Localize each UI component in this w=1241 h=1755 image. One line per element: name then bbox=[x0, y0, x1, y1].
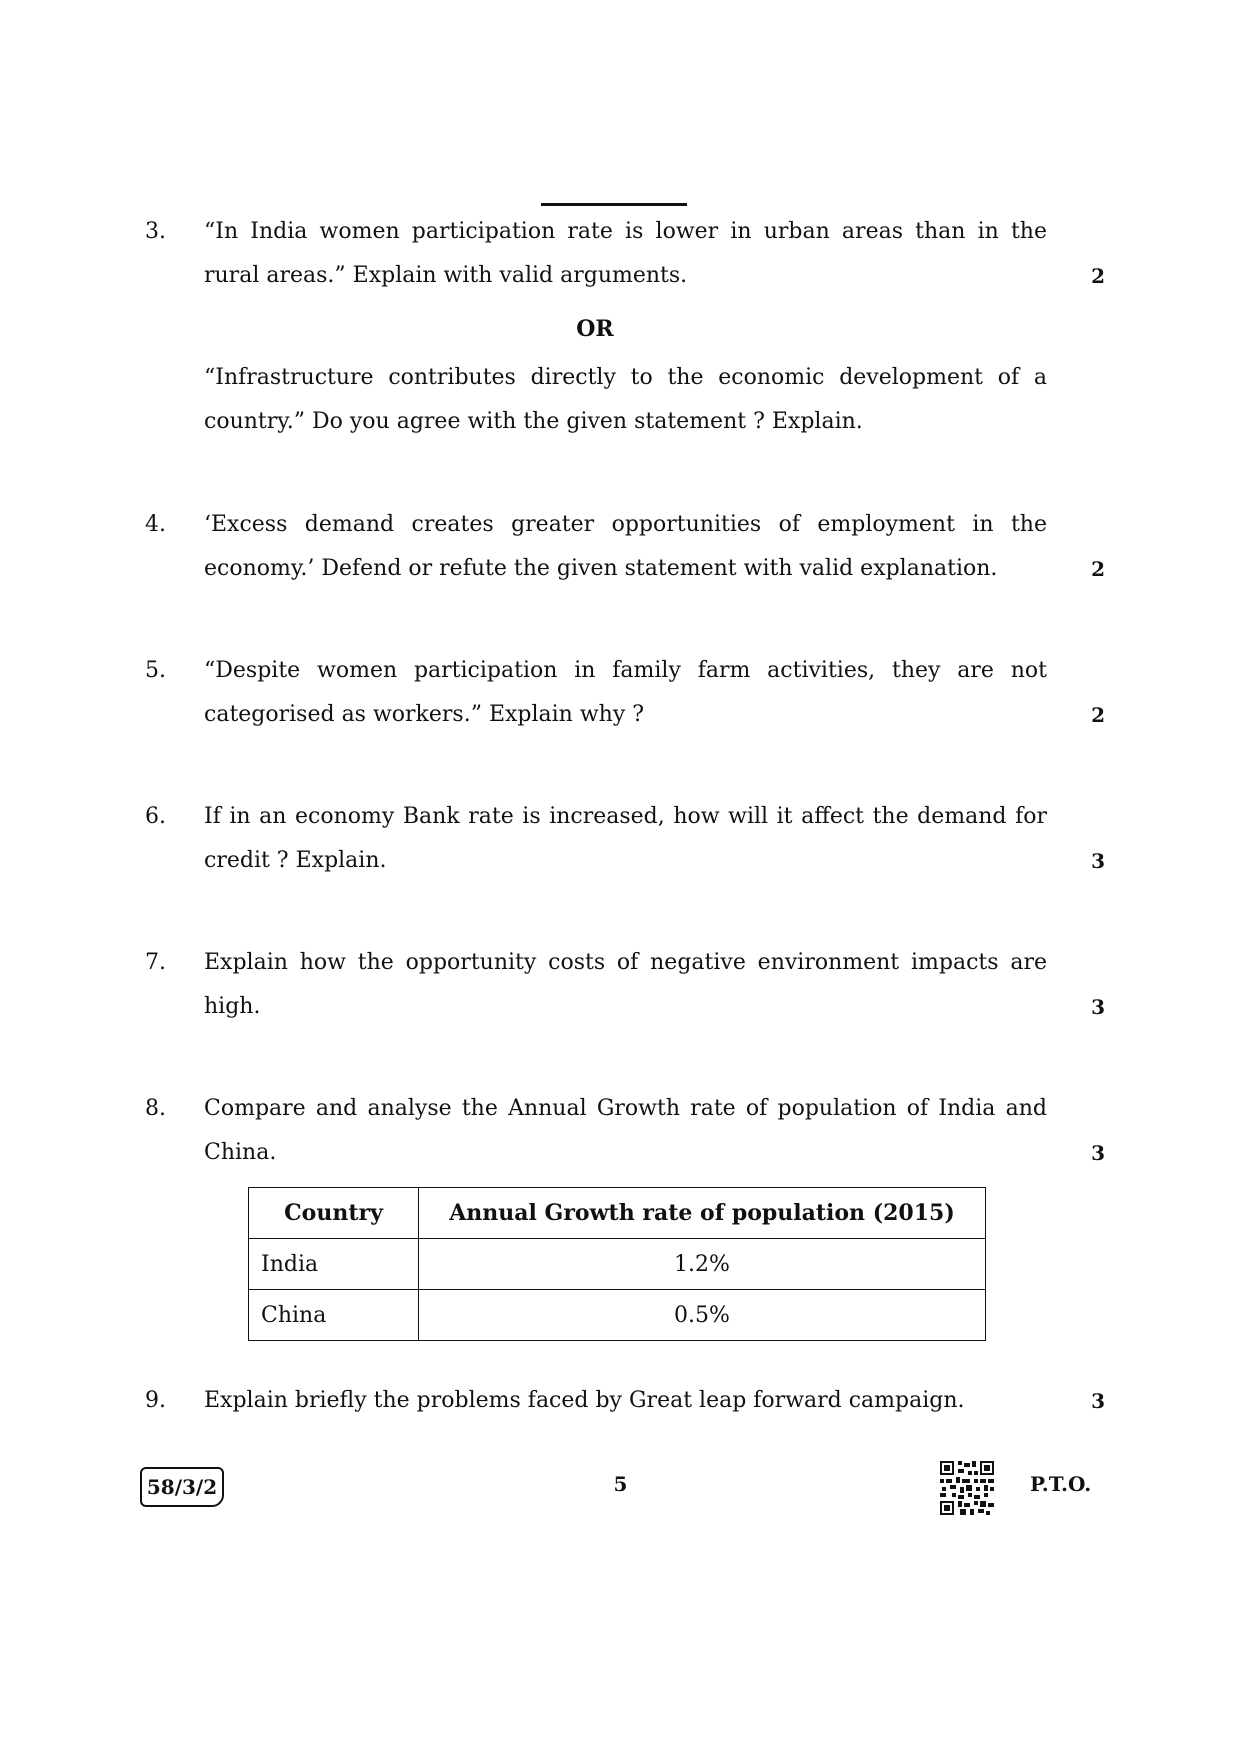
table-header-growth-rate: Annual Growth rate of population (2015) bbox=[419, 1188, 986, 1239]
question-number: 4. bbox=[145, 512, 166, 537]
qr-code-icon bbox=[940, 1461, 994, 1515]
table-header-country: Country bbox=[249, 1188, 419, 1239]
paper-code-badge: 58/3/2 bbox=[140, 1467, 224, 1507]
table-row bbox=[249, 1239, 986, 1290]
table-row bbox=[249, 1290, 986, 1341]
table-header-row bbox=[249, 1188, 986, 1239]
question-number: 6. bbox=[145, 804, 166, 829]
question-text: Compare and analyse the Annual Growth rate of population of India and China. bbox=[204, 1096, 1047, 1165]
question-number: 9. bbox=[145, 1388, 166, 1413]
population-growth-table bbox=[248, 1187, 986, 1341]
question-marks: 3 bbox=[1091, 1389, 1105, 1413]
table-cell-growth-rate: 1.2% bbox=[419, 1239, 986, 1290]
question-marks: 2 bbox=[1091, 703, 1105, 727]
question-marks: 3 bbox=[1091, 1141, 1105, 1165]
question-text: ‘Excess demand creates greater opportunities of employment in the economy.’ Defend or refute the given statement with valid explanation. bbox=[204, 512, 1047, 581]
question-marks: 3 bbox=[1091, 849, 1105, 873]
table-cell-country: India bbox=[249, 1239, 419, 1290]
question-text: Explain briefly the problems faced by Great leap forward campaign. bbox=[204, 1388, 965, 1413]
page-number: 5 bbox=[613, 1472, 628, 1496]
question-number: 3. bbox=[145, 219, 166, 244]
question-marks: 2 bbox=[1091, 557, 1105, 581]
question-marks: 2 bbox=[1091, 264, 1105, 288]
question-text: “Despite women participation in family farm activities, they are not categorised as workers.” Explain why ? bbox=[204, 658, 1047, 727]
question-text: “Infrastructure contributes directly to the economic development of a country.” Do you agree with the given statement ? Explain. bbox=[204, 365, 1047, 434]
question-number: 7. bbox=[145, 950, 166, 975]
question-number: 5. bbox=[145, 658, 166, 683]
top-divider bbox=[541, 203, 687, 206]
question-text: Explain how the opportunity costs of negative environment impacts are high. bbox=[204, 950, 1047, 1019]
table-cell-country: China bbox=[249, 1290, 419, 1341]
page-turn-over: P.T.O. bbox=[1030, 1472, 1092, 1496]
or-separator: OR bbox=[576, 316, 614, 342]
question-text: If in an economy Bank rate is increased, how will it affect the demand for credit ? Explain. bbox=[204, 804, 1047, 873]
table-cell-growth-rate: 0.5% bbox=[419, 1290, 986, 1341]
question-text: “In India women participation rate is lower in urban areas than in the rural areas.” Explain with valid arguments. bbox=[204, 219, 1047, 288]
question-marks: 3 bbox=[1091, 995, 1105, 1019]
question-number: 8. bbox=[145, 1096, 166, 1121]
